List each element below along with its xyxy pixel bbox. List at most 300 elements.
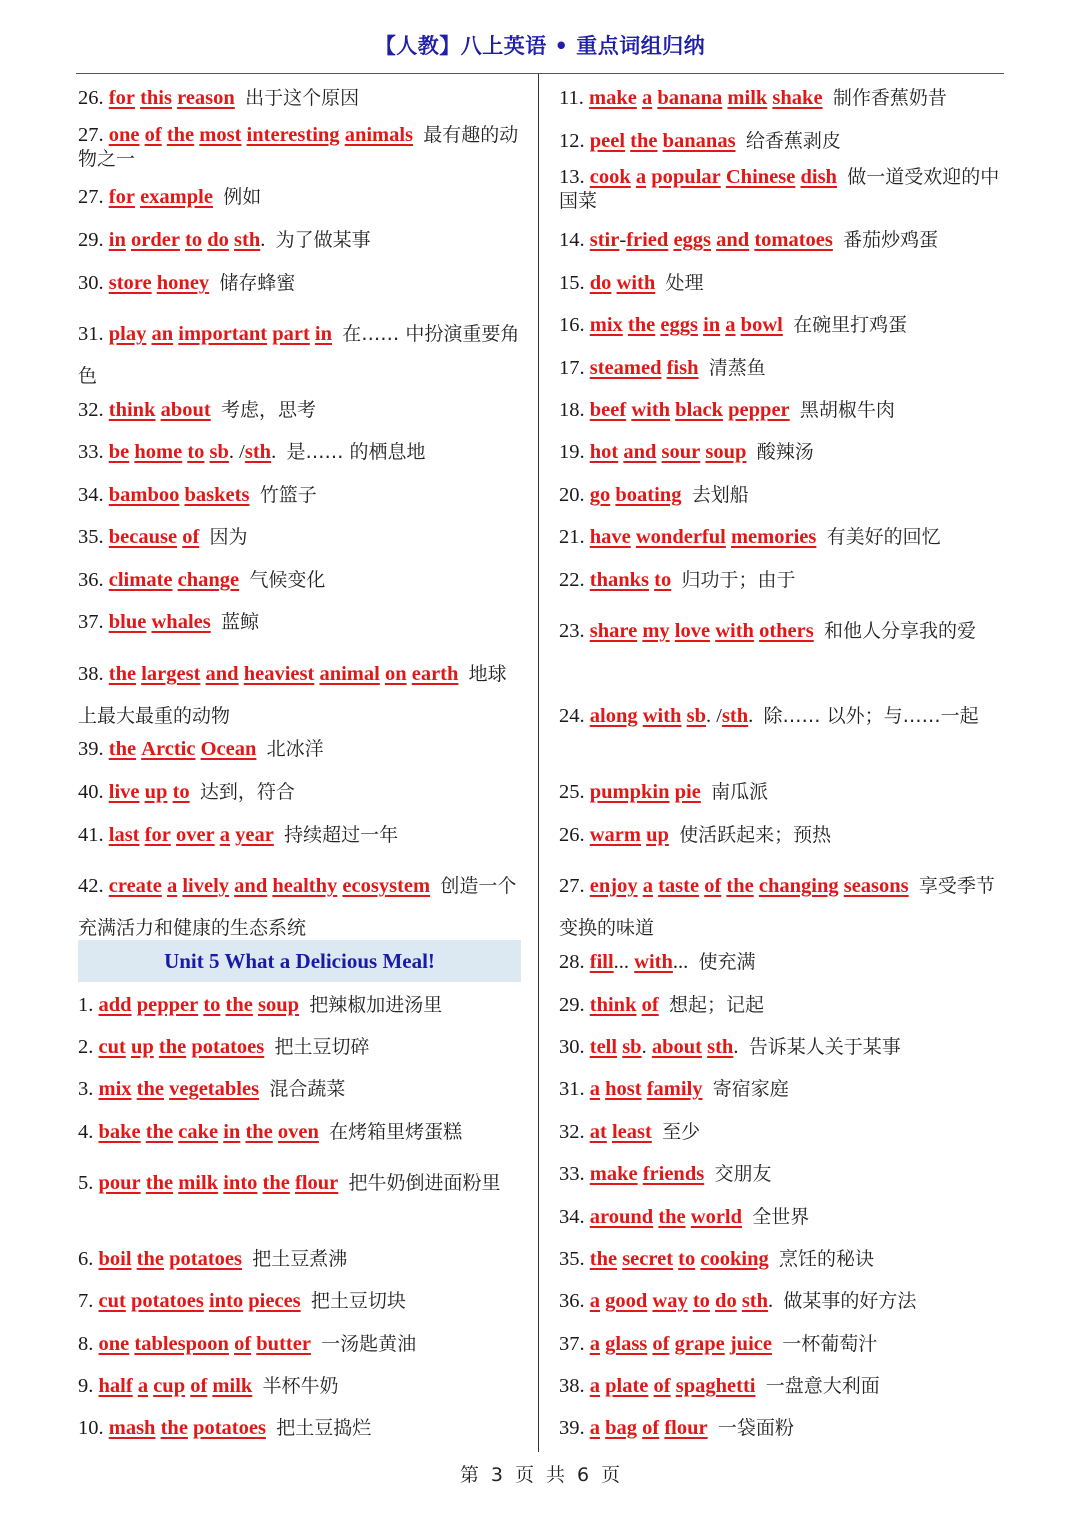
entry-number: 35.	[559, 1248, 585, 1270]
phrase-entry	[559, 271, 1005, 295]
phrase-word: eggs	[660, 314, 698, 336]
chinese-meaning: 气候变化	[249, 569, 326, 591]
entry-number: 37.	[559, 1333, 585, 1355]
phrase-word: pepper	[136, 994, 199, 1016]
chinese-meaning: 地球上最大最重的动物	[78, 663, 507, 727]
phrase-entry	[78, 993, 522, 1017]
english-phrase	[109, 663, 459, 685]
phrase-word: share	[589, 620, 638, 642]
chinese-meaning: 酸辣汤	[756, 441, 814, 463]
phrase-word: vegetables	[169, 1078, 260, 1100]
phrase-separator: ...	[613, 951, 635, 973]
entry-number: 32.	[559, 1121, 585, 1143]
phrase-word: sb	[622, 1036, 642, 1058]
english-phrase	[109, 611, 211, 633]
chinese-meaning: 黑胡椒牛肉	[799, 399, 895, 421]
phrase-entry	[78, 610, 522, 634]
english-phrase	[590, 781, 701, 803]
phrase-word: world	[690, 1206, 743, 1228]
english-phrase	[99, 1036, 265, 1058]
phrase-separator: .	[733, 1036, 739, 1058]
phrase-word: others	[759, 620, 814, 642]
phrase-word: because	[108, 526, 178, 548]
entry-number: 38.	[78, 663, 104, 685]
phrase-word: thanks	[589, 569, 650, 591]
phrase-entry	[78, 1289, 522, 1313]
english-phrase	[590, 441, 747, 463]
entry-number: 9.	[78, 1375, 94, 1397]
entry-number: 27.	[78, 186, 104, 208]
phrase-word: in	[108, 229, 126, 251]
phrase-entry	[559, 1120, 1005, 1144]
entry-number: 33.	[559, 1163, 585, 1185]
entry-number: 25.	[559, 781, 585, 803]
phrase-entry	[559, 610, 1005, 652]
english-phrase	[109, 526, 200, 548]
entry-number: 28.	[559, 951, 585, 973]
phrase-word: think	[589, 994, 637, 1016]
phrase-word: go	[589, 484, 611, 506]
chinese-meaning: 持续超过一年	[284, 824, 399, 846]
phrase-word: the	[145, 1172, 174, 1194]
phrase-word: with	[631, 399, 671, 421]
phrase-word: stir	[589, 229, 620, 251]
english-phrase	[590, 569, 671, 591]
phrase-word: for	[144, 824, 171, 846]
phrase-word: boil	[98, 1248, 132, 1270]
phrase-word: do	[589, 272, 612, 294]
chinese-meaning: 做一道受欢迎的中国菜	[559, 166, 1000, 212]
entry-number: 23.	[559, 620, 585, 642]
entry-number: 20.	[559, 484, 585, 506]
chinese-meaning: 清蒸鱼	[708, 357, 766, 379]
phrase-entry	[78, 185, 522, 209]
phrase-entry	[78, 483, 522, 507]
chinese-meaning: 把土豆煮沸	[252, 1248, 348, 1270]
phrase-word: heaviest	[243, 663, 315, 685]
entry-number: 16.	[559, 314, 585, 336]
phrase-word: host	[605, 1078, 642, 1100]
phrase-word: largest	[141, 663, 201, 685]
phrase-word: around	[589, 1206, 654, 1228]
phrase-word: butter	[256, 1333, 311, 1355]
phrase-word: secret	[622, 1248, 674, 1270]
chinese-meaning: 达到，符合	[199, 781, 295, 803]
phrase-word: enjoy	[589, 875, 638, 897]
chinese-meaning: 想起；记起	[668, 994, 764, 1016]
phrase-word: the	[589, 1248, 618, 1270]
phrase-word: potatoes	[169, 1248, 243, 1270]
phrase-entry	[559, 313, 1005, 337]
phrase-entry	[559, 1289, 1005, 1313]
phrase-word: a	[589, 1078, 600, 1100]
phrase-word: an	[151, 323, 174, 345]
entry-number: 26.	[78, 87, 104, 109]
phrase-word: the	[627, 314, 656, 336]
phrase-word: hot	[589, 441, 619, 463]
phrase-word: pie	[674, 781, 701, 803]
phrase-word: climate	[108, 569, 173, 591]
phrase-word: potatoes	[191, 1036, 265, 1058]
phrase-separator: .	[748, 705, 754, 727]
chinese-meaning: 制作香蕉奶昔	[832, 87, 947, 109]
phrase-word: to	[692, 1290, 710, 1312]
phrase-word: eggs	[673, 229, 712, 251]
phrase-entry	[559, 129, 1005, 153]
phrase-entry	[559, 950, 1005, 974]
phrase-word: grape	[674, 1333, 725, 1355]
phrase-entry	[559, 695, 1005, 737]
phrase-word: the	[108, 663, 137, 685]
phrase-word: oven	[277, 1121, 319, 1143]
phrase-word: the	[108, 738, 137, 760]
phrase-word: mash	[108, 1417, 156, 1439]
phrase-word: do	[207, 229, 229, 251]
phrase-word: the	[166, 124, 195, 146]
phrase-word: milk	[727, 87, 768, 109]
english-phrase	[109, 323, 332, 345]
english-phrase	[109, 124, 413, 146]
english-phrase	[590, 130, 736, 152]
chinese-meaning: 烹饪的秘诀	[778, 1248, 874, 1270]
entry-number: 33.	[78, 441, 104, 463]
phrase-word: think	[108, 399, 156, 421]
entry-number: 34.	[559, 1206, 585, 1228]
phrase-word: the	[630, 130, 658, 152]
phrase-word: sth	[707, 1036, 734, 1058]
entry-number: 42.	[78, 875, 104, 897]
phrase-entry	[559, 1374, 1005, 1398]
phrase-word: way	[652, 1290, 688, 1312]
entry-number: 30.	[78, 272, 104, 294]
english-phrase	[109, 1417, 266, 1439]
phrase-entry	[559, 398, 1005, 422]
phrase-word: to	[185, 229, 203, 251]
entry-number: 18.	[559, 399, 585, 421]
english-phrase	[590, 951, 689, 973]
phrase-word: banana	[657, 87, 723, 109]
phrase-word: taste	[658, 875, 700, 897]
phrase-entry	[559, 165, 1005, 213]
phrase-word: lively	[182, 875, 230, 897]
phrase-word: of	[234, 1333, 252, 1355]
english-phrase	[590, 1206, 742, 1228]
phrase-entry	[78, 525, 522, 549]
phrase-word: of	[182, 526, 200, 548]
phrase-entry	[78, 1247, 522, 1271]
phrase-word: on	[384, 663, 407, 685]
entry-number: 21.	[559, 526, 585, 548]
phrase-word: flour	[295, 1172, 339, 1194]
phrase-word: the	[658, 1206, 686, 1228]
phrase-entry	[78, 123, 522, 171]
phrase-word: to	[654, 569, 672, 591]
phrase-word: plate	[605, 1375, 649, 1397]
phrase-word: popular	[651, 166, 721, 188]
phrase-word: a	[725, 314, 736, 336]
phrase-word: the	[136, 1078, 164, 1100]
phrase-word: with	[715, 620, 754, 642]
phrase-separator: .	[768, 1290, 774, 1312]
page-title: 【人教】八上英语 • 重点词组归纳	[374, 34, 706, 58]
chinese-meaning: 使活跃起来；预热	[679, 824, 832, 846]
phrase-word: up	[144, 781, 168, 803]
phrase-word: tell	[589, 1036, 618, 1058]
phrase-word: peel	[589, 130, 626, 152]
english-phrase	[590, 399, 790, 421]
phrase-word: in	[703, 314, 721, 336]
phrase-entry	[78, 737, 522, 761]
chinese-meaning: 把土豆捣烂	[276, 1417, 372, 1439]
phrase-word: good	[605, 1290, 648, 1312]
chinese-meaning: 使充满	[698, 951, 756, 973]
phrase-separator: . /	[705, 705, 722, 727]
phrase-word: for	[108, 186, 135, 208]
phrase-word: the	[160, 1417, 188, 1439]
phrase-entry	[559, 865, 1005, 949]
phrase-word: dish	[800, 166, 837, 188]
chinese-meaning: 做某事的好方法	[783, 1290, 917, 1312]
phrase-word: year	[235, 824, 274, 846]
phrase-word: animals	[344, 124, 414, 146]
phrase-entry	[78, 1077, 522, 1101]
phrase-word: animal	[319, 663, 380, 685]
english-phrase	[109, 229, 266, 251]
phrase-word: soup	[257, 994, 299, 1016]
phrase-word: of	[144, 124, 162, 146]
phrase-word: mix	[589, 314, 623, 336]
english-phrase	[109, 272, 209, 294]
entry-number: 26.	[559, 824, 585, 846]
phrase-word: of	[641, 994, 659, 1016]
phrase-word: change	[177, 569, 240, 591]
chinese-meaning: 例如	[223, 186, 262, 208]
phrase-word: least	[611, 1121, 652, 1143]
phrase-word: the	[145, 1121, 174, 1143]
phrase-word: pieces	[248, 1290, 301, 1312]
phrase-word: honey	[156, 272, 210, 294]
phrase-word: tablespoon	[134, 1333, 229, 1355]
entry-number: 22.	[559, 569, 585, 591]
phrase-word: make	[589, 1163, 638, 1185]
phrase-word: make	[589, 87, 637, 109]
chinese-meaning: 和他人分享我的爱	[823, 620, 976, 642]
chinese-meaning: 把辣椒加进汤里	[309, 994, 443, 1016]
phrase-word: tomatoes	[754, 229, 833, 251]
phrase-word: have	[589, 526, 631, 548]
entry-number: 29.	[78, 229, 104, 251]
phrase-word: to	[187, 441, 205, 463]
phrase-entry	[78, 228, 522, 252]
phrase-entry	[559, 228, 1005, 252]
chinese-meaning: 交朋友	[714, 1163, 772, 1185]
english-phrase	[590, 1375, 756, 1397]
english-phrase	[109, 484, 250, 506]
phrase-word: one	[98, 1333, 130, 1355]
chinese-meaning: 番茄炒鸡蛋	[843, 229, 939, 251]
phrase-separator: ...	[672, 951, 689, 973]
chinese-meaning: 最有趣的动物之一	[78, 124, 519, 170]
phrase-word: about	[160, 399, 211, 421]
english-phrase	[109, 781, 190, 803]
phrase-entry	[559, 568, 1005, 592]
english-phrase	[590, 994, 659, 1016]
phrase-entry	[559, 483, 1005, 507]
phrase-word: for	[108, 87, 135, 109]
chinese-meaning: 一袋面粉	[717, 1417, 794, 1439]
english-phrase	[109, 441, 276, 463]
phrase-word: beef	[589, 399, 627, 421]
phrase-word: interesting	[246, 124, 340, 146]
entry-number: 15.	[559, 272, 585, 294]
phrase-word: to	[203, 994, 221, 1016]
chinese-meaning: 混合蔬菜	[269, 1078, 346, 1100]
entry-number: 41.	[78, 824, 104, 846]
english-phrase	[99, 1333, 311, 1355]
phrase-word: of	[652, 1333, 670, 1355]
entry-number: 39.	[78, 738, 104, 760]
phrase-entry	[78, 398, 522, 422]
phrase-word: friends	[642, 1163, 705, 1185]
english-phrase	[590, 1248, 769, 1270]
entry-number: 39.	[559, 1417, 585, 1439]
phrase-word: milk	[212, 1375, 253, 1397]
english-phrase	[99, 1172, 339, 1194]
english-phrase	[99, 1078, 260, 1100]
phrase-entry	[78, 823, 522, 847]
entry-number: 36.	[78, 569, 104, 591]
english-phrase	[99, 994, 300, 1016]
phrase-word: up	[130, 1036, 154, 1058]
phrase-word: do	[715, 1290, 737, 1312]
phrase-word: seasons	[843, 875, 909, 897]
chinese-meaning: 寄宿家庭	[712, 1078, 789, 1100]
chinese-meaning: 竹篮子	[259, 484, 317, 506]
chinese-meaning: 把牛奶倒进面粉里	[348, 1172, 501, 1194]
english-phrase	[99, 1375, 253, 1397]
phrase-entry	[559, 1416, 1005, 1440]
phrase-word: cup	[153, 1375, 186, 1397]
phrase-word: a	[589, 1290, 600, 1312]
phrase-entry	[78, 568, 522, 592]
phrase-word: example	[140, 186, 213, 208]
phrase-word: wonderful	[635, 526, 726, 548]
page-footer: 第 3 页 共 6 页	[459, 1464, 621, 1486]
phrase-word: flour	[664, 1417, 708, 1439]
chinese-meaning: 去划船	[691, 484, 749, 506]
phrase-word: home	[134, 441, 183, 463]
phrase-word: cook	[589, 166, 631, 188]
phrase-entry	[559, 356, 1005, 380]
phrase-word: this	[140, 87, 172, 109]
phrase-word: pour	[98, 1172, 141, 1194]
phrase-entry	[78, 1162, 522, 1204]
english-phrase	[590, 1121, 652, 1143]
entry-number: 1.	[78, 994, 94, 1016]
phrase-word: the	[158, 1036, 187, 1058]
phrase-word: of	[642, 1417, 660, 1439]
entry-number: 31.	[78, 323, 104, 345]
phrase-word: fill	[589, 951, 614, 973]
phrase-entry	[559, 525, 1005, 549]
phrase-entry	[78, 1416, 522, 1440]
phrase-entry	[559, 86, 1005, 110]
phrase-word: the	[245, 1121, 273, 1143]
phrase-word: soup	[705, 441, 747, 463]
phrase-separator: . /	[228, 441, 245, 463]
entry-number: 14.	[559, 229, 585, 251]
phrase-word: of	[653, 1375, 671, 1397]
phrase-separator: .	[641, 1036, 652, 1058]
phrase-word: healthy	[272, 875, 338, 897]
phrase-word: the	[136, 1248, 164, 1270]
chinese-meaning: 一盘意大利面	[765, 1375, 880, 1397]
phrase-word: a	[166, 875, 178, 897]
phrase-word: into	[208, 1290, 244, 1312]
entry-number: 30.	[559, 1036, 585, 1058]
phrase-word: of	[190, 1375, 208, 1397]
english-phrase	[99, 1121, 319, 1143]
english-phrase	[109, 738, 257, 760]
chinese-meaning: 储存蜂蜜	[219, 272, 296, 294]
phrase-word: a	[589, 1375, 600, 1397]
phrase-word: last	[108, 824, 140, 846]
phrase-word: warm	[589, 824, 641, 846]
chinese-meaning: 除…… 以外；与……一起	[763, 705, 979, 727]
phrase-entry	[78, 1120, 522, 1144]
phrase-word: the	[726, 875, 754, 897]
english-phrase	[590, 272, 656, 294]
english-phrase	[590, 357, 699, 379]
phrase-word: sour	[661, 441, 701, 463]
phrase-word: fish	[666, 357, 699, 379]
chinese-meaning: 在…… 中扮演重要角色	[78, 323, 520, 387]
phrase-word: and	[205, 663, 239, 685]
phrase-word: juice	[729, 1333, 772, 1355]
entry-number: 37.	[78, 611, 104, 633]
phrase-word: with	[616, 272, 656, 294]
phrase-word: ecosystem	[342, 875, 431, 897]
entry-number: 19.	[559, 441, 585, 463]
phrase-entry	[78, 313, 522, 397]
entry-number: 5.	[78, 1172, 94, 1194]
phrase-word: a	[589, 1417, 600, 1439]
entry-number: 35.	[78, 526, 104, 548]
phrase-word: pepper	[728, 399, 790, 421]
entry-number: 38.	[559, 1375, 585, 1397]
phrase-word: in	[223, 1121, 241, 1143]
english-phrase	[589, 87, 823, 109]
english-phrase	[590, 526, 817, 548]
english-phrase	[109, 875, 430, 897]
english-phrase	[590, 1333, 772, 1355]
phrase-word: whales	[151, 611, 211, 633]
english-phrase	[109, 186, 213, 208]
chinese-meaning: 是…… 的栖息地	[286, 441, 426, 463]
phrase-entry	[559, 1077, 1005, 1101]
phrase-word: about	[651, 1036, 702, 1058]
phrase-word: potatoes	[130, 1290, 204, 1312]
english-phrase	[590, 1163, 704, 1185]
chinese-meaning: 处理	[665, 272, 704, 294]
phrase-word: spaghetti	[675, 1375, 756, 1397]
english-phrase	[590, 1036, 739, 1058]
phrase-word: with	[634, 951, 673, 973]
phrase-word: add	[98, 994, 132, 1016]
phrase-word: sb	[686, 705, 706, 727]
phrase-entry	[559, 823, 1005, 847]
phrase-word: and	[716, 229, 750, 251]
